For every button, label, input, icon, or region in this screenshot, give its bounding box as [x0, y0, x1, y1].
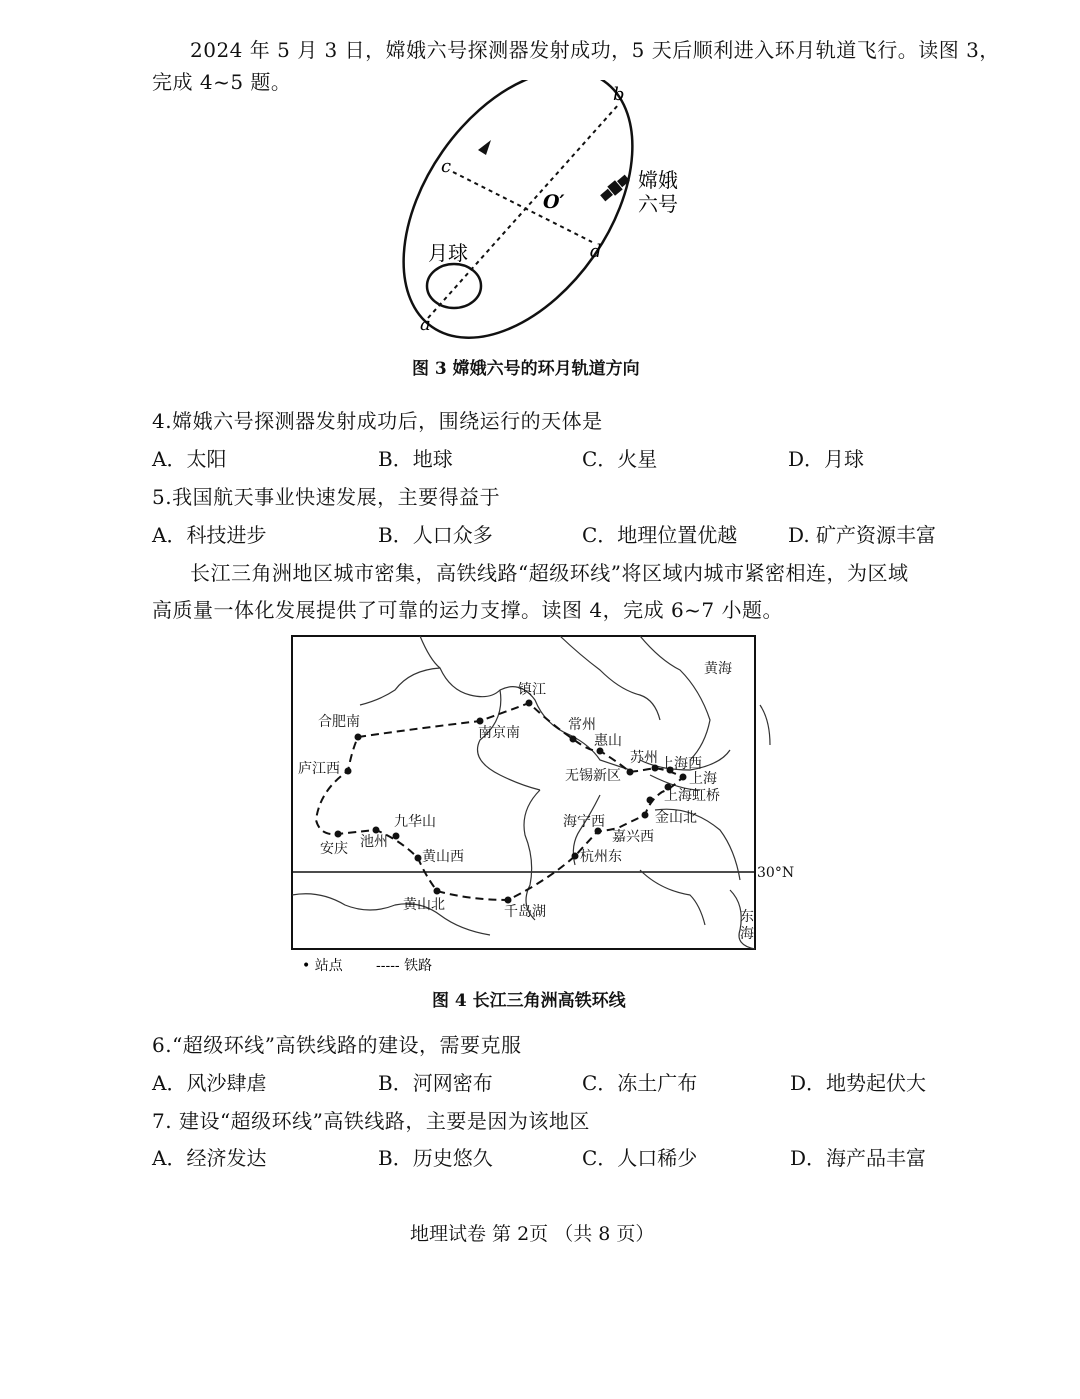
label-changzhou: 常州 — [568, 717, 596, 733]
figure3-caption: 图 3 嫦娥六号的环月轨道方向 — [412, 359, 640, 379]
label-huangshanbei: 黄山北 — [403, 897, 445, 913]
label-nanjingnan: 南京南 — [478, 725, 520, 741]
station-qiandaohu — [505, 897, 512, 904]
q5-stem: 5.我国航天事业快速发展，主要得益于 — [152, 485, 501, 509]
station-shanghai — [680, 774, 687, 781]
label-a: a — [420, 314, 431, 335]
label-suzhou: 苏州 — [630, 750, 658, 766]
q5-option-c: C．地理位置优越 — [582, 523, 738, 547]
station-chizhou — [373, 827, 380, 834]
q6-stem: 6.“超级环线”高铁线路的建设，需要克服 — [152, 1033, 522, 1057]
label-qiandaohu: 千岛湖 — [504, 904, 546, 920]
label-jiaxingxi: 嘉兴西 — [612, 829, 654, 845]
label-center: O′ — [543, 191, 565, 213]
q6-option-a: A．风沙肆虐 — [152, 1071, 267, 1095]
label-east-sea-1: 东 — [740, 909, 754, 925]
q5-option-b: B．人口众多 — [378, 523, 493, 547]
q5-option-d: D. 矿产资源丰富 — [788, 523, 937, 547]
label-d: d — [590, 241, 602, 262]
station-wuxixinqu — [627, 769, 634, 776]
station-huangshanbei — [434, 888, 441, 895]
q6-option-c: C．冻土广布 — [582, 1071, 698, 1095]
label-moon: 月球 — [428, 241, 468, 265]
orbit-ellipse — [380, 80, 679, 350]
q6-option-d: D．地势起伏大 — [790, 1071, 927, 1095]
label-huishan: 惠山 — [594, 733, 622, 749]
label-shanghai: 上海 — [689, 771, 717, 787]
intro2-line2: 高质量一体化发展提供了可靠的运力支撑。读图 4，完成 6~7 小题。 — [152, 598, 784, 622]
label-huangshanxi: 黄山西 — [422, 849, 464, 865]
label-east-sea-2: 海 — [740, 926, 754, 942]
orbit-direction-arrow — [478, 140, 491, 155]
station-hangzhoudong — [572, 853, 579, 860]
moon-circle — [427, 264, 481, 308]
station-huangshanxi — [415, 855, 422, 862]
q4-option-d: D．月球 — [788, 447, 865, 471]
station-lujiangxi — [345, 768, 352, 775]
station-zhenjiang — [526, 700, 533, 707]
label-hefeinan: 合肥南 — [318, 714, 360, 730]
label-latitude: 30°N — [757, 865, 795, 881]
q6-option-b: B．河网密布 — [378, 1071, 493, 1095]
station-nanjingnan — [477, 718, 484, 725]
legend-rail: ----- 铁路 — [376, 958, 433, 974]
label-hainingxi: 海宁西 — [563, 814, 605, 830]
station-hefeinan — [355, 734, 362, 741]
figure3-orbit-diagram — [380, 80, 700, 350]
label-chizhou: 池州 — [360, 834, 388, 850]
label-b: b — [613, 84, 625, 105]
label-yellow-sea: 黄海 — [704, 661, 732, 677]
q4-option-b: B．地球 — [378, 447, 453, 471]
label-lujiangxi: 庐江西 — [298, 761, 340, 777]
q7-option-a: A．经济发达 — [152, 1146, 267, 1170]
figure4-rail-map — [288, 632, 798, 980]
label-probe-1: 嫦娥 — [638, 168, 678, 192]
station-jinshanbei — [647, 797, 654, 804]
intro1-line2: 完成 4~5 题。 — [152, 70, 292, 94]
station-anqing — [335, 831, 342, 838]
q7-option-b: B．历史悠久 — [378, 1146, 493, 1170]
label-zhenjiang: 镇江 — [518, 682, 546, 698]
label-c: c — [441, 156, 452, 177]
station-changzhou — [570, 736, 577, 743]
minor-axis — [453, 172, 592, 242]
q7-option-c: C．人口稀少 — [582, 1146, 698, 1170]
station-jiuhuashan — [393, 833, 400, 840]
q4-option-a: A．太阳 — [152, 447, 227, 471]
label-jinshanbei: 金山北 — [655, 810, 697, 826]
label-wuxixinqu: 无锡新区 — [565, 768, 621, 784]
label-shanghaihongqiao: 上海虹桥 — [664, 788, 720, 804]
label-hangzhoudong: 杭州东 — [580, 849, 622, 865]
label-probe-2: 六号 — [638, 192, 678, 216]
page-footer: 地理试卷 第 2页 （共 8 页） — [410, 1223, 655, 1245]
q4-option-c: C．火星 — [582, 447, 658, 471]
label-anqing: 安庆 — [320, 841, 348, 857]
major-axis — [428, 104, 619, 318]
station-jiaxingxi — [642, 812, 649, 819]
label-shanghaixi: 上海西 — [660, 756, 702, 772]
q5-option-a: A．科技进步 — [152, 523, 267, 547]
q4-stem: 4.嫦娥六号探测器发射成功后，围绕运行的天体是 — [152, 409, 603, 433]
figure4-caption: 图 4 长江三角洲高铁环线 — [432, 991, 626, 1011]
label-jiuhuashan: 九华山 — [394, 814, 436, 830]
q7-option-d: D．海产品丰富 — [790, 1146, 927, 1170]
legend-station: • 站点 — [302, 958, 343, 974]
intro1-line1: 2024 年 5 月 3 日，嫦娥六号探测器发射成功，5 天后顺利进入环月轨道飞行。读图 3， — [190, 38, 1000, 62]
q7-stem: 7. 建设“超级环线”高铁线路，主要是因为该地区 — [152, 1109, 590, 1133]
intro2-line1: 长江三角洲地区城市密集，高铁线路“超级环线”将区域内城市紧密相连，为区域 — [190, 561, 909, 585]
